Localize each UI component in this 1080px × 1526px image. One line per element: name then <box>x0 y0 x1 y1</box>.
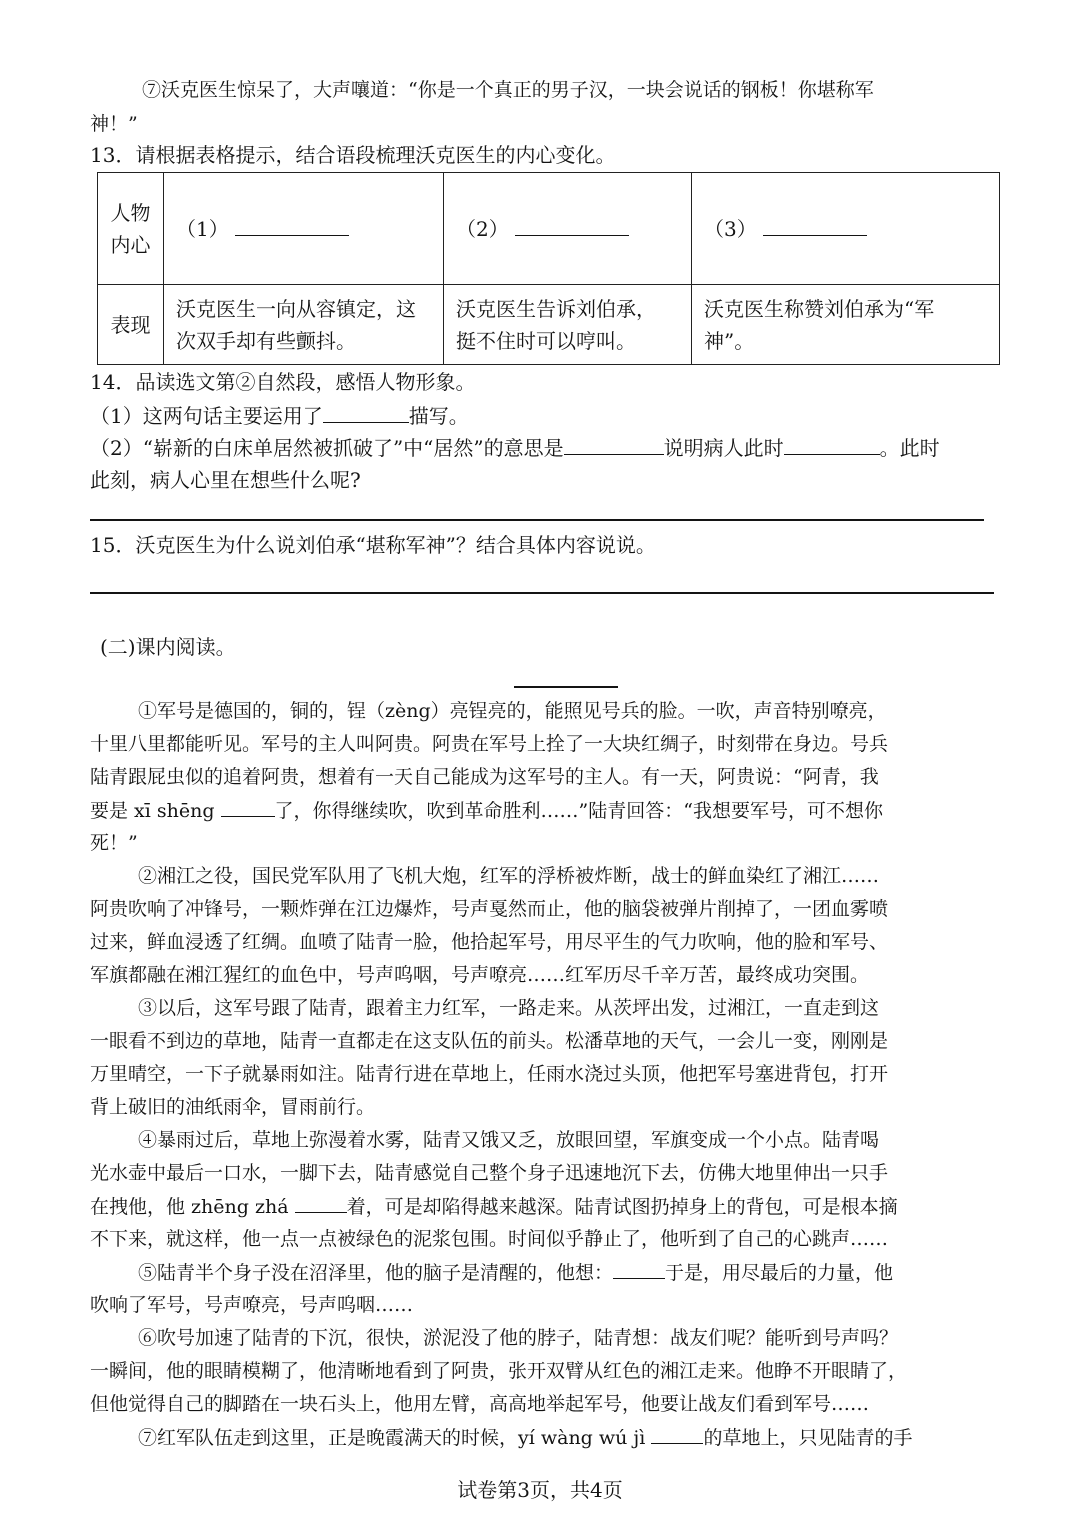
blank-number-1: （1） <box>176 216 229 241</box>
answer-blank-3[interactable] <box>763 215 867 236</box>
pinyin-blank-1[interactable] <box>221 796 275 817</box>
answer-line-15[interactable] <box>90 592 994 594</box>
inner-change-table <box>97 172 1000 365</box>
table-row-expression <box>98 285 1000 365</box>
blank-cell-3 <box>692 173 1000 285</box>
paragraph-7-line-2: 神！” <box>90 113 138 135</box>
passage-p6-line-1: ⑥吹号加速了陆青的下沉，很快，淤泥没了他的脖子，陆青想：战友们呢？能听到号声吗？ <box>138 1327 899 1349</box>
passage-p2-line-1: ②湘江之役，国民党军队用了飞机大炮，红军的浮桥被炸断，战士的鲜血染红了湘江…… <box>138 865 880 887</box>
answer-line-14[interactable] <box>90 519 984 521</box>
question-15-prompt: 15．沃克医生为什么说刘伯承“堪称军神”？结合具体内容说说。 <box>90 533 656 557</box>
passage-p5-line-2: 吹响了军号，号声嘹亮，号声呜咽…… <box>90 1294 414 1316</box>
passage-p6-line-2: 一瞬间，他的眼睛模糊了，他清晰地看到了阿贵，张开双臂从红色的湘江走来。他睁不开眼睛了， <box>90 1360 908 1382</box>
pinyin-blank-3[interactable] <box>651 1423 703 1444</box>
blank-cell-1 <box>164 173 444 285</box>
pinyin-blank-2[interactable] <box>295 1192 347 1213</box>
passage-p1-line-1: ①军号是德国的，铜的，锃（zèng）亮锃亮的，能照见号兵的脸。一吹，声音特别嘹亮， <box>138 700 887 722</box>
passage-p1-line-2: 十里八里都能听见。军号的主人叫阿贵。阿贵在军号上拴了一大块红绸子，时刻带在身边。号兵 <box>90 733 889 755</box>
expression-cell-1: 沃克医生一向从容镇定，这 次双手却有些颤抖。 <box>164 285 444 365</box>
passage-p3-line-4: 背上破旧的油纸雨伞，冒雨前行。 <box>90 1096 376 1118</box>
title-blank-line[interactable] <box>514 686 618 688</box>
thought-blank[interactable] <box>613 1258 665 1279</box>
passage-p2-line-4: 军旗都融在湘江猩红的血色中，号声呜咽，号声嘹亮……红军历尽千辛万苦，最终成功突围。 <box>90 964 870 986</box>
expression-cell-2: 沃克医生告诉刘伯承， 挺不住时可以哼叫。 <box>444 285 692 365</box>
passage-p5-line-1: ⑤陆青半个身子没在沼泽里，他的脑子是清醒的，他想： 于是，用尽最后的力量，他 <box>138 1258 893 1287</box>
passage-p3-line-3: 万里晴空，一下子就暴雨如注。陆青行进在草地上，任雨水浇过头顶，他把军号塞进背包，打开 <box>90 1063 889 1085</box>
expression-cell-3: 沃克医生称赞刘伯承为“军 神”。 <box>692 285 1000 365</box>
question-14-prompt: 14．品读选文第②自然段，感悟人物形象。 <box>90 370 476 394</box>
question-13-prompt: 13．请根据表格提示，结合语段梳理沃克医生的内心变化。 <box>90 143 616 167</box>
passage-p4-line-2: 光水壶中最后一口水，一脚下去，陆青感觉自己整个身子迅速地沉下去，仿佛大地里伸出一只手 <box>90 1162 889 1184</box>
passage-p4-line-4: 不下来，就这样，他一点一点被绿色的泥浆包围。时间似乎静止了，他听到了自己的心跳声…… <box>90 1228 889 1250</box>
answer-blank-14-1[interactable] <box>323 402 409 423</box>
blank-cell-2 <box>444 173 692 285</box>
passage-p2-line-3: 过来，鲜血浸透了红绸。血喷了陆青一脸，他拾起军号，用尽平生的气力吹响，他的脸和军号、 <box>90 931 889 953</box>
blank-number-3: （3） <box>704 216 757 241</box>
passage-p3-line-1: ③以后，这军号跟了陆青，跟着主力红军，一路走来。从茨坪出发，过湘江，一直走到这 <box>138 997 880 1019</box>
answer-blank-14-2a[interactable] <box>564 434 664 455</box>
question-14-sub-2: （2）“崭新的白床单居然被抓破了”中“居然”的意思是 说明病人此时 。此时 <box>90 436 940 460</box>
page-footer: 试卷第3页，共4页 <box>457 1478 623 1502</box>
section-2-heading: (二)课内阅读。 <box>100 635 236 659</box>
question-14-sub-1: （1）这两句话主要运用了 描写。 <box>90 404 469 428</box>
passage-p1-line-4: 要是 xī shēng 了，你得继续吹，吹到革命胜利……”陆青回答：“我想要军号，可不想你 <box>90 796 883 825</box>
label-inner-heart: 人物 内心 <box>98 173 164 285</box>
passage-p4-line-3: 在拽他，他 zhēng zhá 着，可是却陷得越来越深。陆青试图扔掉身上的背包，可是根本摘 <box>90 1192 898 1221</box>
question-14-sub-2-line-2: 此刻，病人心里在想些什么呢? <box>90 468 361 492</box>
table-row-inner <box>98 173 1000 285</box>
blank-number-2: （2） <box>456 216 509 241</box>
passage-p6-line-3: 但他觉得自己的脚踏在一块石头上，他用左臂，高高地举起军号，他要让战友们看到军号…… <box>90 1393 870 1415</box>
passage-p7-line-1: ⑦红军队伍走到这里，正是晚霞满天的时候，yí wàng wú jì 的草地上，只见陆青的手 <box>138 1423 912 1452</box>
answer-blank-14-2b[interactable] <box>784 434 880 455</box>
passage-p1-line-5: 死！” <box>90 832 138 854</box>
passage-p2-line-2: 阿贵吹响了冲锋号，一颗炸弹在江边爆炸，号声戛然而止，他的脑袋被弹片削掉了，一团血雾喷 <box>90 898 889 920</box>
passage-p4-line-1: ④暴雨过后，草地上弥漫着水雾，陆青又饿又乏，放眼回望，军旗变成一个小点。陆青喝 <box>138 1129 880 1151</box>
passage-p3-line-2: 一眼看不到边的草地，陆青一直都走在这支队伍的前头。松潘草地的天气，一会儿一变，刚刚是 <box>90 1030 889 1052</box>
paragraph-7-line-1: ⑦沃克医生惊呆了，大声嚷道：“你是一个真正的男子汉，一块会说话的钢板！你堪称军 <box>142 79 874 101</box>
answer-blank-1[interactable] <box>235 215 349 236</box>
answer-blank-2[interactable] <box>515 215 629 236</box>
label-expression: 表现 <box>98 285 164 365</box>
passage-p1-line-3: 陆青跟屁虫似的追着阿贵，想着有一天自己能成为这军号的主人。有一天，阿贵说：“阿青，我 <box>90 766 879 788</box>
